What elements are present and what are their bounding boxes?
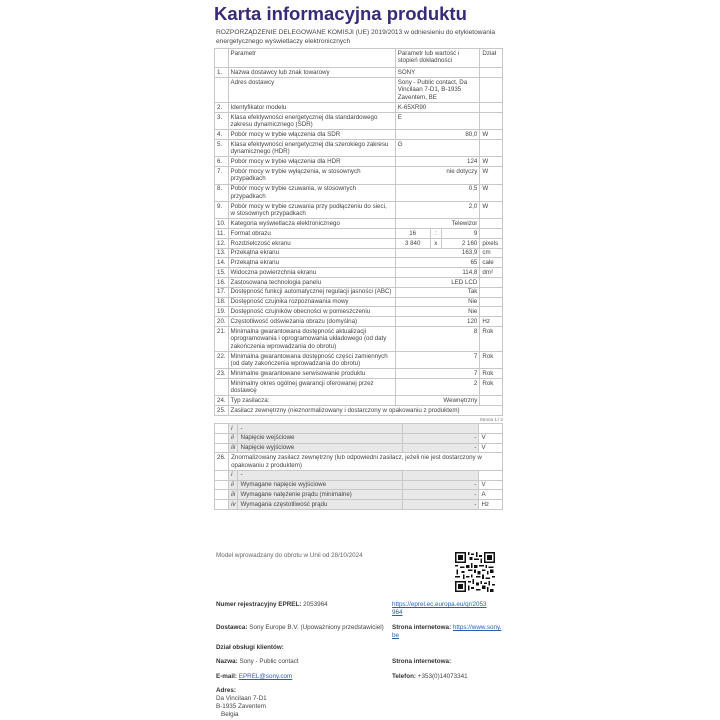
table-row [215, 201, 503, 218]
row-value: 114,8 [395, 268, 480, 278]
table-row [215, 278, 503, 288]
table-row [215, 78, 503, 103]
table-row [215, 167, 503, 184]
row-value: nie dotyczy [395, 167, 480, 184]
row-unit [480, 78, 503, 103]
row-unit [480, 297, 503, 307]
row-value: 124 [395, 157, 480, 167]
sub-row-spacer [215, 480, 229, 490]
phone-row [392, 673, 502, 681]
sub-row-index: i [229, 470, 238, 480]
table-row [215, 268, 503, 278]
row-unit: Hz [480, 317, 503, 327]
contact-name-value: Sony - Public contact [239, 658, 299, 665]
website-link[interactable]: https://www.sony.be [392, 624, 502, 639]
row-number: 19. [215, 307, 229, 317]
sub-row-index: iii [229, 443, 238, 453]
row-parameter: Pobór mocy w trybie wyłączenia, w stosownych przypadkach [228, 167, 395, 184]
row-unit: W [480, 130, 503, 140]
row-number: 5. [215, 140, 229, 157]
page-marker: Strona 1 / 2 [479, 417, 503, 422]
row-value: 8 [395, 326, 480, 351]
row-number: 3. [215, 112, 229, 129]
row-value: Tak [395, 287, 480, 297]
table-row [215, 140, 503, 157]
sub-row-unit [479, 424, 503, 434]
row-parameter: Zastosowana technologia panelu [228, 278, 395, 288]
email-link[interactable]: EPREL@sony.com [238, 673, 293, 680]
sub-table-row [215, 500, 503, 510]
sub-row-value: - [403, 433, 479, 443]
row-unit: pixels [480, 238, 503, 248]
eprel-row [216, 601, 386, 609]
supplier-value: Sony Europe B.V. (Upoważniony przedstawiciel) [249, 624, 384, 631]
table-row [215, 307, 503, 317]
row-unit [480, 287, 503, 297]
sub-row-spacer [215, 443, 229, 453]
table-row [215, 248, 503, 258]
row-number: 1. [215, 68, 229, 78]
sub-row-value: - [403, 480, 479, 490]
row-unit: W [480, 157, 503, 167]
row-parameter: Klasa efektywności energetycznej dla standardowego zakresu dynamicznego (SDR) [228, 112, 395, 129]
table-row [215, 130, 503, 140]
table-row [215, 287, 503, 297]
supplier-label: Dostawca: [216, 624, 248, 631]
customer-service-heading: Dział obsługi klientów: [216, 644, 284, 651]
row-parameter: Pobór mocy w trybie czuwania, w stosownych przypadkach [228, 184, 395, 201]
row-value: 120 [395, 317, 480, 327]
row-parameter: Pobór mocy w trybie włączenia dla SDR [228, 130, 395, 140]
row-value: Nie [395, 297, 480, 307]
sub-table-row [215, 433, 503, 443]
row-value: 0,5 [395, 184, 480, 201]
row-value: 7 [395, 369, 480, 379]
row-number: 20. [215, 317, 229, 327]
row-unit: Rok [480, 351, 503, 368]
spec-table-body [215, 49, 503, 416]
row-value: Nie [395, 307, 480, 317]
address-block [216, 687, 336, 719]
table-row [215, 219, 503, 229]
sub-row-value [403, 470, 479, 480]
table-row [215, 317, 503, 327]
row-number: 18. [215, 297, 229, 307]
row-value: Wewnętrzny [395, 396, 480, 406]
row-number: 13. [215, 248, 229, 258]
eprel-value: 2053964 [303, 601, 328, 608]
row-number: 15. [215, 268, 229, 278]
row-unit: Rok [480, 369, 503, 379]
sub-row-spacer [215, 424, 229, 434]
header-cell-number [215, 49, 229, 68]
phone-label: Telefon: [392, 673, 417, 680]
row-number: 16. [215, 278, 229, 288]
address-line-3: Belgia [221, 711, 239, 718]
row-number: 6. [215, 157, 229, 167]
table-row [215, 112, 503, 129]
row-unit [480, 140, 503, 157]
spec-table-continued-body [215, 424, 503, 510]
row-unit: Rok [480, 326, 503, 351]
sub-row-index: i [229, 424, 238, 434]
row-unit: cm [480, 248, 503, 258]
sub-row-value [403, 424, 479, 434]
sub-row-parameter: Napięcie wyjściowe [238, 443, 403, 453]
contact-name-label: Nazwa: [216, 658, 238, 665]
sub-table-row [215, 490, 503, 500]
row-parameter: Minimalna gwarantowana dostępność aktualizacji oprogramowania i oprogramowania układowego (od daty zakończenia wprowadzania do obrotu) [228, 326, 395, 351]
sub-row-index: ii [229, 433, 238, 443]
table-header-row [215, 49, 503, 68]
website-label: Strona internetowa: [392, 624, 452, 631]
row-value: K-65XR90 [395, 103, 480, 113]
address-line-2: B-1935 Zaventem [216, 703, 267, 710]
row-number: 12. [215, 238, 229, 248]
sub-row-parameter: Wymagana częstotliwość prądu [238, 500, 403, 510]
supplier-row [216, 624, 386, 632]
row-number: 9. [215, 201, 229, 218]
row-parameter: Pobór mocy w trybie włączenia dla HDR [228, 157, 395, 167]
row-unit: W [480, 184, 503, 201]
website-row [392, 624, 502, 640]
row-parameter: Klasa efektywności energetycznej dla szerokiego zakresu dynamicznego (HDR) [228, 140, 395, 157]
table-row [215, 103, 503, 113]
row-number: 11. [215, 229, 229, 239]
row-value: LED LCD [395, 278, 480, 288]
website2-label: Strona internetowa: [392, 658, 452, 665]
sub-row-value: - [403, 500, 479, 510]
row-unit [480, 68, 503, 78]
phone-value: +353(0)14073341 [417, 673, 468, 680]
row-value: 80,0 [395, 130, 480, 140]
row-value-a: 3 840 [395, 238, 430, 248]
row-number: 17. [215, 287, 229, 297]
market-date: Model wprowadzany do obrotu w Unii od 28/10/2024 [216, 552, 363, 559]
header-param: Parametr [228, 49, 395, 68]
row-value: E [395, 112, 480, 129]
eprel-link-wrap [392, 601, 487, 617]
sub-table-row [215, 470, 503, 480]
row-value: 163,9 [395, 248, 480, 258]
email-label: E-mail: [216, 673, 237, 680]
row-number: 24. [215, 396, 229, 406]
sub-table-row [215, 424, 503, 434]
row-parameter: Identyfikator modelu [228, 103, 395, 113]
row-parameter: Adres dostawcy [228, 78, 395, 103]
row-parameter: Rozdzielczość ekranu [228, 238, 395, 248]
row-number: 21. [215, 326, 229, 351]
row-unit: cale [480, 258, 503, 268]
row-number: 7. [215, 167, 229, 184]
table-row [215, 157, 503, 167]
sub-row-index: iii [229, 490, 238, 500]
row-unit [480, 103, 503, 113]
row-value: 7 [395, 351, 480, 368]
eprel-link[interactable]: https://eprel.ec.europa.eu/qr/2053964 [392, 601, 487, 616]
row-parameter: Format obrazu [228, 229, 395, 239]
page-title: Karta informacyjna produktu [214, 3, 467, 24]
row-unit: W [480, 167, 503, 184]
address-label: Adres: [216, 687, 236, 694]
row-number: 22. [215, 351, 229, 368]
row-number [215, 78, 229, 103]
row-value: 65 [395, 258, 480, 268]
row-parameter: Nazwa dostawcy lub znak towarowy [228, 68, 395, 78]
row-unit [480, 396, 503, 406]
row-parameter: Częstotliwość odświeżania obrazu (domyślna) [228, 317, 395, 327]
eprel-label: Numer rejestracyjny EPREL: [216, 601, 302, 608]
sub-row-index: ii [229, 480, 238, 490]
spec-table [214, 48, 503, 416]
row-value-a: 16 [395, 229, 430, 239]
row-number: 23. [215, 369, 229, 379]
qr-code[interactable] [455, 552, 495, 592]
sub-row-spacer [215, 490, 229, 500]
row-value: Telewizor [395, 219, 480, 229]
spec-table-continued [214, 423, 503, 510]
row-number: 8. [215, 184, 229, 201]
header-unit: Dział [480, 49, 503, 68]
product-sheet [214, 0, 506, 510]
row-value-b: 9 [441, 229, 479, 239]
sub-row-unit: V [479, 480, 503, 490]
sub-table-row [215, 480, 503, 490]
table-row [215, 229, 503, 239]
table-row [215, 258, 503, 268]
row-parameter: Minimalne gwarantowane serwisowanie produktu [228, 369, 395, 379]
row-parameter: Dostępność funkcji automatycznej regulacji jasności (ABC) [228, 287, 395, 297]
row-number: 14. [215, 258, 229, 268]
table-row [215, 396, 503, 406]
row-value-separator: x [430, 238, 441, 248]
row-parameter: Widoczna powierzchnia ekranu [228, 268, 395, 278]
sub-row-spacer [215, 470, 229, 480]
sub-row-unit: A [479, 490, 503, 500]
sub-table-row [215, 443, 503, 453]
sub-row-value: - [403, 443, 479, 453]
row-unit [480, 307, 503, 317]
table-row [215, 369, 503, 379]
row-value: 2 [395, 379, 480, 396]
row-number: 26. [215, 453, 229, 470]
table-row [215, 351, 503, 368]
row-parameter: Przekątna ekranu [228, 248, 395, 258]
regulation-text: ROZPORZĄDZENIE DELEGOWANE KOMISJI (UE) 2019/2013 w odniesieniu do etykietowania energetycznego wyświetlaczy elektronicznych [216, 29, 495, 45]
sub-row-unit [479, 470, 503, 480]
sub-row-value: - [403, 490, 479, 500]
sub-row-spacer [215, 433, 229, 443]
row-parameter: Kategoria wyświetlacza elektronicznego [228, 219, 395, 229]
row-value-separator: : [430, 229, 441, 239]
row-value: Sony - Public contact, Da Vincilaan 7-D1, B-1935 Zaventem, BE [395, 78, 480, 103]
row-parameter: Dostępność czujników obecności w pomieszczeniu [228, 307, 395, 317]
row-parameter: Minimalna gwarantowana dostępność części zamiennych (od daty zakończenia wprowadzania do obrotu) [228, 351, 395, 368]
sub-row-parameter: Wymagane natężenie prądu (minimalne) [238, 490, 403, 500]
table-row [215, 238, 503, 248]
row-parameter: Przekątna ekranu [228, 258, 395, 268]
email-row [216, 673, 386, 681]
table-row [215, 379, 503, 396]
address-line-1: Da Vincilaan 7-D1 [216, 695, 267, 702]
sub-row-unit: V [479, 443, 503, 453]
row-parameter: Znormalizowany zasilacz zewnętrzny (lub odpowiedni zasilacz, jeżeli nie jest dostarczony w opakowaniu z produktem) [229, 453, 503, 470]
header-value: Parametr lub wartość i stopień dokładności [395, 49, 480, 68]
row-value: SONY [395, 68, 480, 78]
row-number: 4. [215, 130, 229, 140]
sub-row-parameter: - [238, 470, 403, 480]
row-unit: W [480, 201, 503, 218]
row-number: 25. [215, 406, 229, 416]
row-unit: dm² [480, 268, 503, 278]
row-number: 2. [215, 103, 229, 113]
table-row [215, 406, 503, 416]
row-parameter: Typ zasilacza: [228, 396, 395, 406]
row-number [215, 379, 229, 396]
row-number: 10. [215, 219, 229, 229]
row-unit [480, 229, 503, 239]
sub-row-index: iv [229, 500, 238, 510]
table-row-26 [215, 453, 503, 470]
row-parameter: Minimalny okres ogólnej gwarancji oferowanej przez dostawcę [228, 379, 395, 396]
sub-row-parameter: Wymagane napięcie wyjściowe [238, 480, 403, 490]
sub-row-parameter: - [238, 424, 403, 434]
row-value: 2,0 [395, 201, 480, 218]
table-row [215, 326, 503, 351]
row-parameter: Pobór mocy w trybie czuwania przy podłączeniu do sieci, w stosownych przypadkach [228, 201, 395, 218]
table-row [215, 68, 503, 78]
row-parameter: Dostępność czujnika rozpoznawania mowy [228, 297, 395, 307]
row-parameter: Zasilacz zewnętrzny (nieznormalizowany i dostarczony w opakowaniu z produktem) [228, 406, 502, 416]
sub-row-spacer [215, 500, 229, 510]
row-value-b: 2 160 [441, 238, 479, 248]
table-row [215, 184, 503, 201]
contact-name-row [216, 658, 386, 666]
row-unit [480, 112, 503, 129]
row-unit: Rok [480, 379, 503, 396]
table-row [215, 297, 503, 307]
row-unit [480, 278, 503, 288]
sub-row-parameter: Napięcie wejściowe [238, 433, 403, 443]
row-unit [480, 219, 503, 229]
sub-row-unit: V [479, 433, 503, 443]
row-value: G [395, 140, 480, 157]
sub-row-unit: Hz [479, 500, 503, 510]
